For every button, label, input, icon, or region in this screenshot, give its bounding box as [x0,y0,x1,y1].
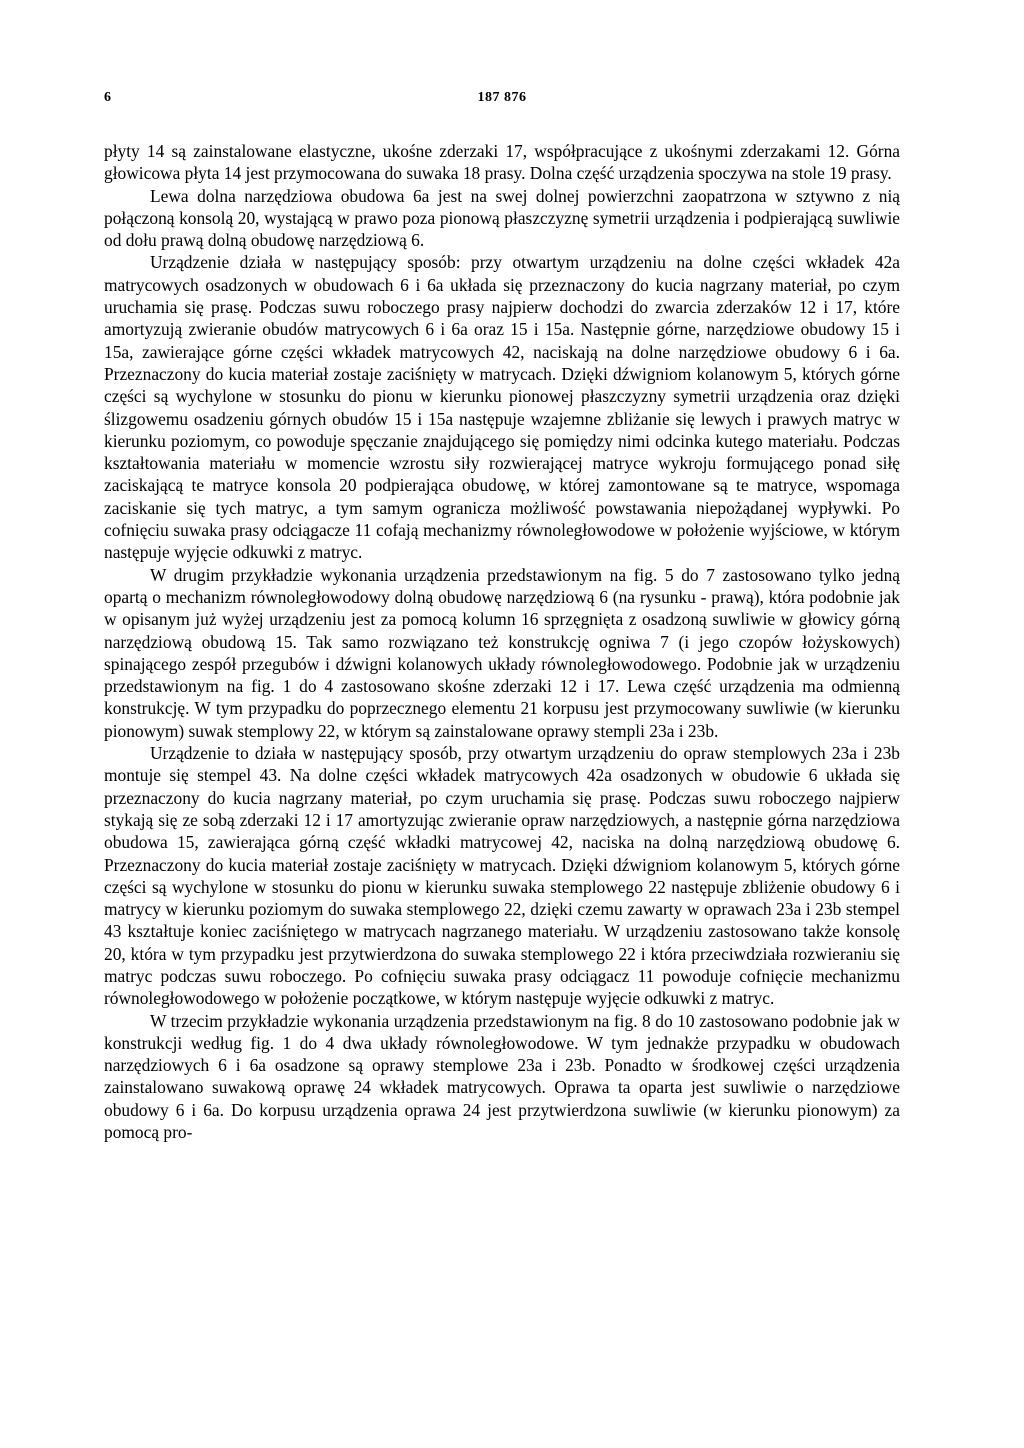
body-text [104,140,900,1143]
paragraph: W trzecim przykładzie wykonania urządzenia przedstawionym na fig. 8 do 10 zastosowano podobnie jak w konstrukcji według fig. 1 do 4 dwa układy równoległowodowe. W tym jednakże przypadku w obudowach narzędziowych 6 i 6a osadzone są oprawy stemplowe 23a i 23b. Ponadto w środkowej części urządzenia zainstalowano suwakową oprawę 24 wkładek matrycowych. Oprawa ta oparta jest suwliwie o narzędziowe obudowy 6 i 6a. Do korpusu urządzenia oprawa 24 jest przytwierdzona suwliwie (w kierunku pionowym) za pomocą pro- [104,1010,900,1143]
paragraph: Urządzenie to działa w następujący sposób, przy otwartym urządzeniu do opraw stemplowych 23a i 23b montuje się stempel 43. Na dolne części wkładek matrycowych 42a osadzonych w obudowie 6 układa się przeznaczony do kucia nagrzany materiał, po czym uruchamia się prasę. Podczas suwu roboczego najpierw stykają się ze sobą zderzaki 12 i 17 amortyzując zwieranie opraw narzędziowych, a następnie górna narzędziowa obudowa 15, zawierająca górną część wkładki matrycowej 42, naciska na dolną narzędziową obudowę 6. Przeznaczony do kucia materiał zostaje zaciśnięty w matrycach. Dzięki dźwigniom kolanowym 5, których górne części są wychylone w stosunku do pionu w kierunku suwaka stemplowego 22 następuje zbliżenie obudowy 6 i matrycy w kierunku poziomym do suwaka stemplowego 22, dzięki czemu zawarty w oprawach 23a i 23b stempel 43 kształtuje koniec zaciśniętego w matrycach nagrzanego materiału. W urządzeniu zastosowano także konsolę 20, która w tym przypadku jest przytwierdzona do suwaka stemplowego 22 i która przeciwdziała rozwieraniu się matryc podczas suwu roboczego. Po cofnięciu suwaka prasy odciągacz 11 powoduje cofnięcie mechanizmu równoległowodowego w położenie początkowe, w którym następuje wyjęcie odkuwki z matryc. [104,743,900,1009]
paragraph: W drugim przykładzie wykonania urządzenia przedstawionym na fig. 5 do 7 zastosowano tylko jedną opartą o mechanizm równoległowodowy dolną obudowę narzędziową 6 (na rysunku - prawą), która podobnie jak w opisanym już wyżej urządzeniu jest za pomocą kolumn 16 sprzęgnięta z osadzoną suwliwie w głowicy górną narzędziową obudową 15. Tak samo rozwiązano też konstrukcję ogniwa 7 (i jego czopów łożyskowych) spinającego zespół przegubów i dźwigni kolanowych układy równoległowodowego. Podobnie jak w urządzeniu przedstawionym na fig. 1 do 4 zastosowano skośne zderzaki 12 i 17. Lewa część urządzenia ma odmienną konstrukcję. W tym przypadku do poprzecznego elementu 21 korpusu jest przymocowany suwliwie (w kierunku pionowym) suwak stemplowy 22, w którym są zainstalowane oprawy stempli 23a i 23b. [104,564,900,741]
paragraph: Lewa dolna narzędziowa obudowa 6a jest na swej dolnej powierzchni zaopatrzona w sztywno z nią połączoną konsolą 20, wystającą w prawo poza pionową płaszczyznę symetrii urządzenia i podpierającą suwliwie od dołu prawą dolną obudowę narzędziową 6. [104,185,900,251]
patent-number: 187 876 [477,90,527,105]
paragraph: Urządzenie działa w następujący sposób: przy otwartym urządzeniu na dolne części wkładek 42a matrycowych osadzonych w obudowach 6 i 6a układa się przeznaczony do kucia nagrzany materiał, po czym uruchamia się prasę. Podczas suwu roboczego prasy najpierw dochodzi do zwarcia zderzaków 12 i 17, które amortyzują zwieranie obudów matrycowych 6 i 6a oraz 15 i 15a. Następnie górne, narzędziowe obudowy 15 i 15a, zawierające górne części wkładek matrycowych 42, naciskają na dolne narzędziowe obudowy 6 i 6a. Przeznaczony do kucia materiał zostaje zaciśnięty w matrycach. Dzięki dźwigniom kolanowym 5, których górne części są wychylone w stosunku do pionu w kierunku pionowej płaszczyzny symetrii urządzenia oraz dzięki ślizgowemu osadzeniu górnych obudów 15 i 15a następuje wzajemne zbliżanie się lewych i prawych matryc w kierunku poziomym, co powoduje spęczanie znajdującego się pomiędzy nimi odcinka kutego materiału. Podczas kształtowania materiału w momencie wzrostu siły rozwierającej matryce wykroju formującego ponad siłę zaciskającą te matryce konsola 20 podpierająca obudowę, w której zamontowane są te matryce, wspomaga zaciskanie się tych matryc, a tym samym ogranicza możliwość powstawania niepożądanej wypływki. Po cofnięciu suwaka prasy odciągacze 11 cofają mechanizmy równoległowodowe w położenie wyjściowe, w którym następuje wyjęcie odkuwki z matryc. [104,252,900,563]
page-number: 6 [104,90,111,105]
page-header [104,90,900,112]
paragraph-continuation: płyty 14 są zainstalowane elastyczne, ukośne zderzaki 17, współpracujące z ukośnymi zderzakami 12. Górna głowicowa płyta 14 jest przymocowana do suwaka 18 prasy. Dolna część urządzenia spoczywa na stole 19 prasy. [104,141,900,184]
